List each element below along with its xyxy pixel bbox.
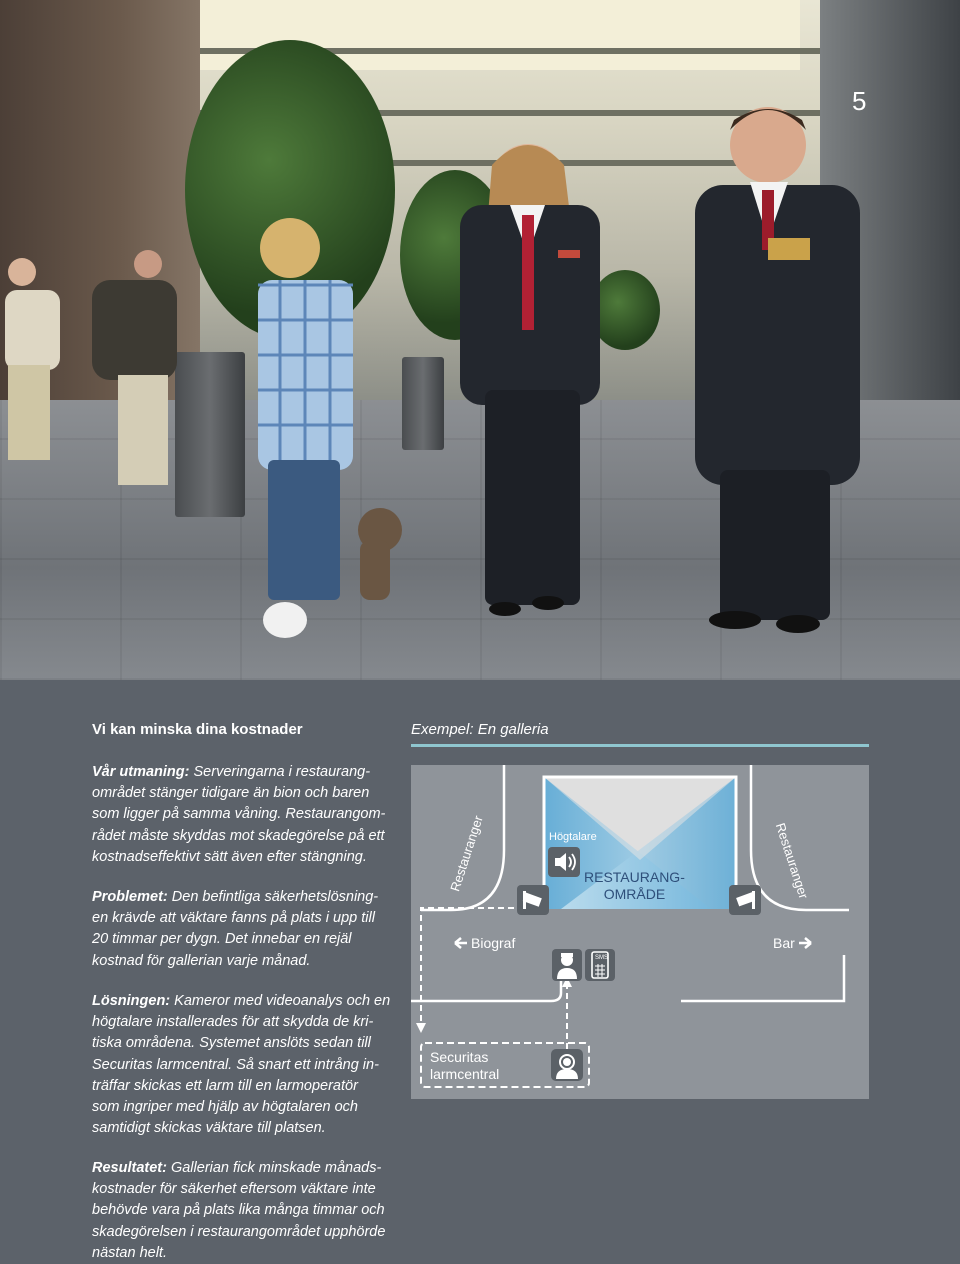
label-restauranger-left: Restauranger — [447, 813, 486, 894]
text-line: kostnad för gallerian varje månad. — [92, 952, 311, 969]
text-line: kostnadseffektivt sätt även efter stängning. — [92, 848, 367, 865]
paragraph-label: Resultatet: — [92, 1160, 167, 1176]
text-line: samtidigt skickas väktare till platsen. — [92, 1120, 326, 1137]
area-line: RESTAURANG- — [584, 869, 685, 885]
text-line: skadegörelsen i restaurangområdet upphörde — [92, 1223, 386, 1240]
label-securitas-central — [430, 1049, 499, 1083]
label-restaurant-area — [584, 869, 685, 903]
galleria-diagram — [411, 765, 869, 1099]
text-line: som ligger på samma våning. Restaurangom- — [92, 806, 386, 823]
page-number: 5 — [852, 86, 867, 116]
text-line: träffar skickas ett larm till en larmoperatör — [92, 1077, 358, 1094]
central-line: larmcentral — [430, 1066, 500, 1082]
arrow-left-icon — [455, 938, 467, 948]
arrow-down — [416, 1023, 426, 1033]
section-heading: Vi kan minska dina kostnader — [92, 721, 303, 738]
camera-icon — [517, 885, 549, 915]
text-line: högtalare installerades för att skydda de kri- — [92, 1014, 374, 1031]
paragraph-label: Lösningen: — [92, 993, 171, 1009]
camera-icon — [729, 885, 761, 915]
label-biograf: Biograf — [471, 935, 516, 951]
text-line: nästan helt. — [92, 1244, 167, 1261]
paragraph-losningen — [92, 991, 397, 1139]
text-line: som ingriper med hjälp av högtalaren och — [92, 1099, 358, 1116]
central-line: Securitas — [430, 1049, 489, 1065]
label-bar: Bar — [773, 935, 795, 951]
operator-icon — [551, 1049, 583, 1081]
label-restauranger-right: Restauranger — [772, 821, 812, 901]
sms-label: SMS — [595, 955, 609, 961]
text-line: tiska områdena. Systemet anslöts sedan till — [92, 1035, 371, 1052]
heading-rule — [411, 744, 869, 747]
text-line: rådet måste skyddas mot skadegörelse på ett — [92, 827, 385, 844]
text-line: Gallerian fick minskade månads- — [170, 1160, 382, 1176]
child — [230, 210, 410, 650]
dashed-link-camera — [421, 908, 531, 1031]
paragraph-problemet — [92, 887, 397, 972]
text-line: Kameror med videoanalys och en — [174, 993, 391, 1009]
text-line: Serveringarna i restaurang- — [193, 764, 371, 780]
guard-icon — [552, 949, 582, 981]
background-shoppers — [0, 250, 230, 510]
label-hogtalare: Högtalare — [549, 831, 597, 843]
guard-woman — [440, 125, 620, 625]
arrow-right-icon — [799, 938, 811, 948]
area-line: OMRÅDE — [603, 886, 666, 902]
corridor-wall-bottom-right — [681, 955, 844, 1001]
text-line: området stänger tidigare än bion och baren — [92, 785, 370, 802]
text-line: en krävde att väktare fanns på plats i upp till — [92, 910, 375, 927]
paragraph-resultatet — [92, 1158, 397, 1264]
paragraph-utmaning — [92, 762, 397, 868]
paragraph-label: Vår utmaning: — [92, 764, 190, 780]
text-line: 20 timmar per dygn. Det innebar en rejäl — [92, 931, 352, 948]
speaker-icon — [548, 847, 580, 877]
text-line: kostnader för säkerhet eftersom väktare inte — [92, 1181, 376, 1198]
example-heading: Exempel: En galleria — [411, 721, 549, 738]
text-line: behövde vara på plats lika många timmar och — [92, 1202, 385, 1219]
corridor-wall-bottom-left — [411, 955, 561, 1001]
text-line: Den befintliga säkerhetslösning- — [171, 889, 379, 905]
text-line: Securitas larmcentral. Så snart ett intrång in- — [92, 1056, 379, 1073]
paragraph-label: Problemet: — [92, 889, 168, 905]
guard-man — [680, 90, 870, 640]
sms-phone-icon — [585, 949, 615, 981]
